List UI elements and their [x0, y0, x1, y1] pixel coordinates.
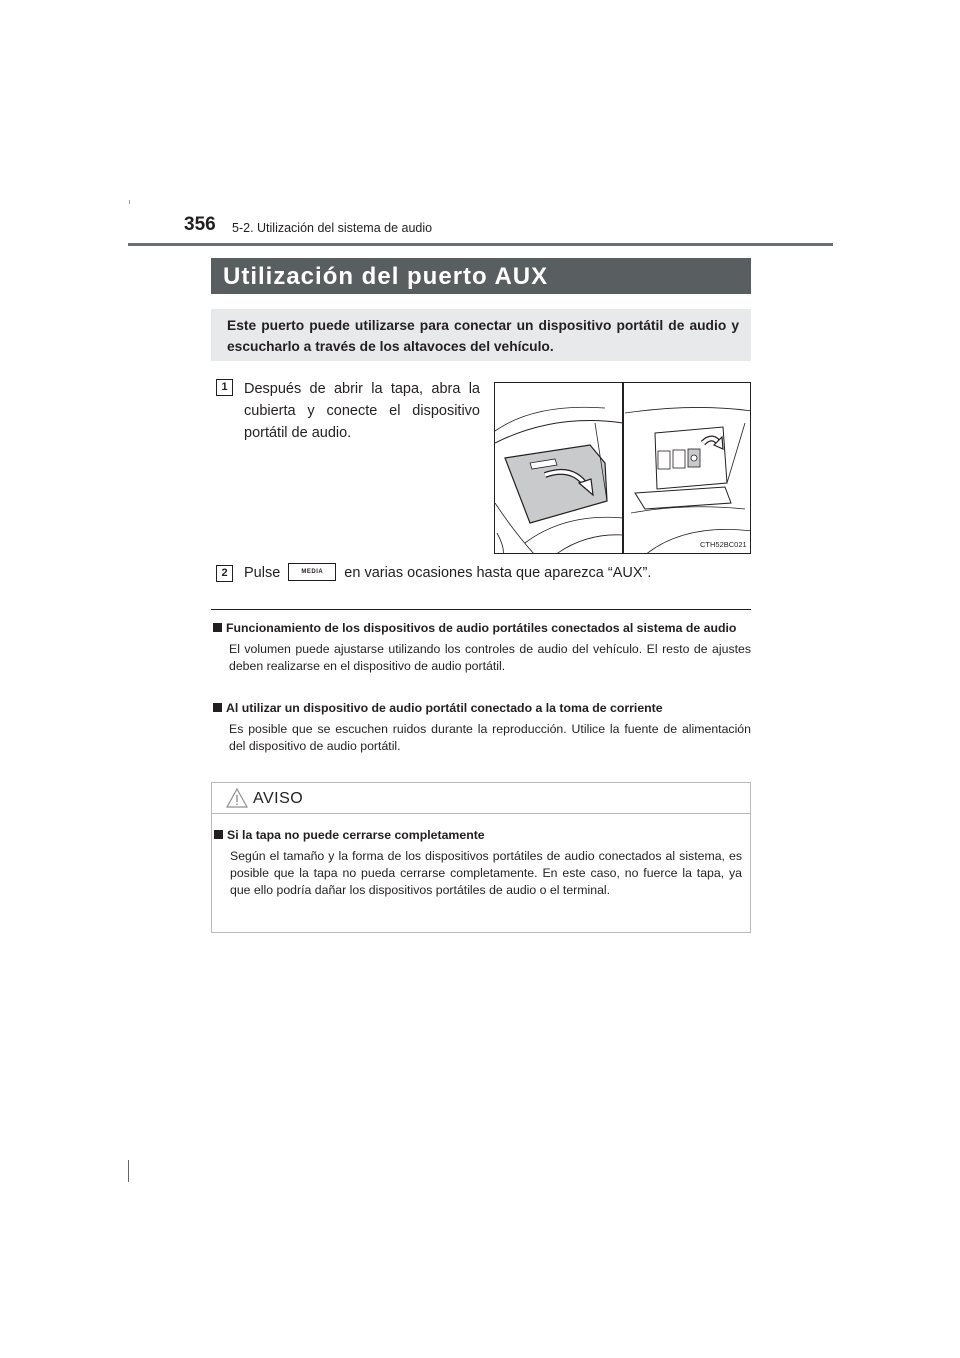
note-1: [213, 620, 751, 675]
crop-mark: [129, 200, 130, 204]
page-title: Utilización del puerto AUX: [223, 263, 549, 290]
step-number-1: 1: [216, 379, 233, 396]
header-rule: [128, 243, 833, 246]
section-rule: [211, 609, 751, 610]
warning-body: Según el tamaño y la forma de los dispositivos portátiles de audio conectados al sistema, es posible que la tapa no pueda cerrarse completamente. En este caso, no fuerce la tapa, ya que ello podría dañar los dispositivos portátiles de audio o el terminal.: [230, 849, 742, 897]
section-breadcrumb: 5-2. Utilización del sistema de audio: [232, 221, 433, 235]
warning-box: [211, 782, 751, 933]
note-2-body: Es posible que se escuchen ruidos durante la reproducción. Utilice la fuente de alimentación del dispositivo de audio portátil.: [229, 722, 751, 753]
square-bullet-icon: [213, 623, 222, 632]
note-1-heading: Funcionamiento de los dispositivos de audio portátiles conectados al sistema de audio: [213, 620, 751, 637]
media-button-icon: MEDIA: [288, 563, 336, 581]
crop-mark: [128, 1160, 129, 1182]
page-number: 356: [184, 214, 216, 235]
step-1-text: Después de abrir la tapa, abra la cubierta y conecte el dispositivo portátil de audio.: [244, 381, 480, 441]
intro-box: [211, 309, 751, 361]
warning-triangle-icon: [225, 787, 249, 809]
step-2-text-before: Pulse: [244, 565, 281, 581]
warning-title: AVISO: [253, 790, 304, 807]
warning-heading: Si la tapa no puede cerrarse completamente: [214, 827, 742, 844]
title-bar: [211, 258, 751, 294]
warning-header: [212, 783, 750, 814]
step-2-text: [244, 563, 651, 583]
step-2-text-after: en varias ocasiones hasta que aparezca “AUX”.: [344, 565, 652, 581]
figure-divider: [622, 382, 624, 554]
figure-code: CTH52BC021: [700, 540, 747, 549]
square-bullet-icon: [214, 830, 223, 839]
note-2-heading: Al utilizar un dispositivo de audio portátil conectado a la toma de corriente: [213, 700, 751, 717]
intro-text: Este puerto puede utilizarse para conectar un dispositivo portátil de audio y escucharlo a través de los altavoces del vehículo.: [227, 318, 739, 354]
note-2: [213, 700, 751, 755]
note-1-body: El volumen puede ajustarse utilizando los controles de audio del vehículo. El resto de ajustes deben realizarse en el dispositivo de audio portátil.: [229, 642, 751, 673]
warning-content: [214, 827, 742, 899]
square-bullet-icon: [213, 703, 222, 712]
step-number-2: 2: [216, 565, 233, 582]
